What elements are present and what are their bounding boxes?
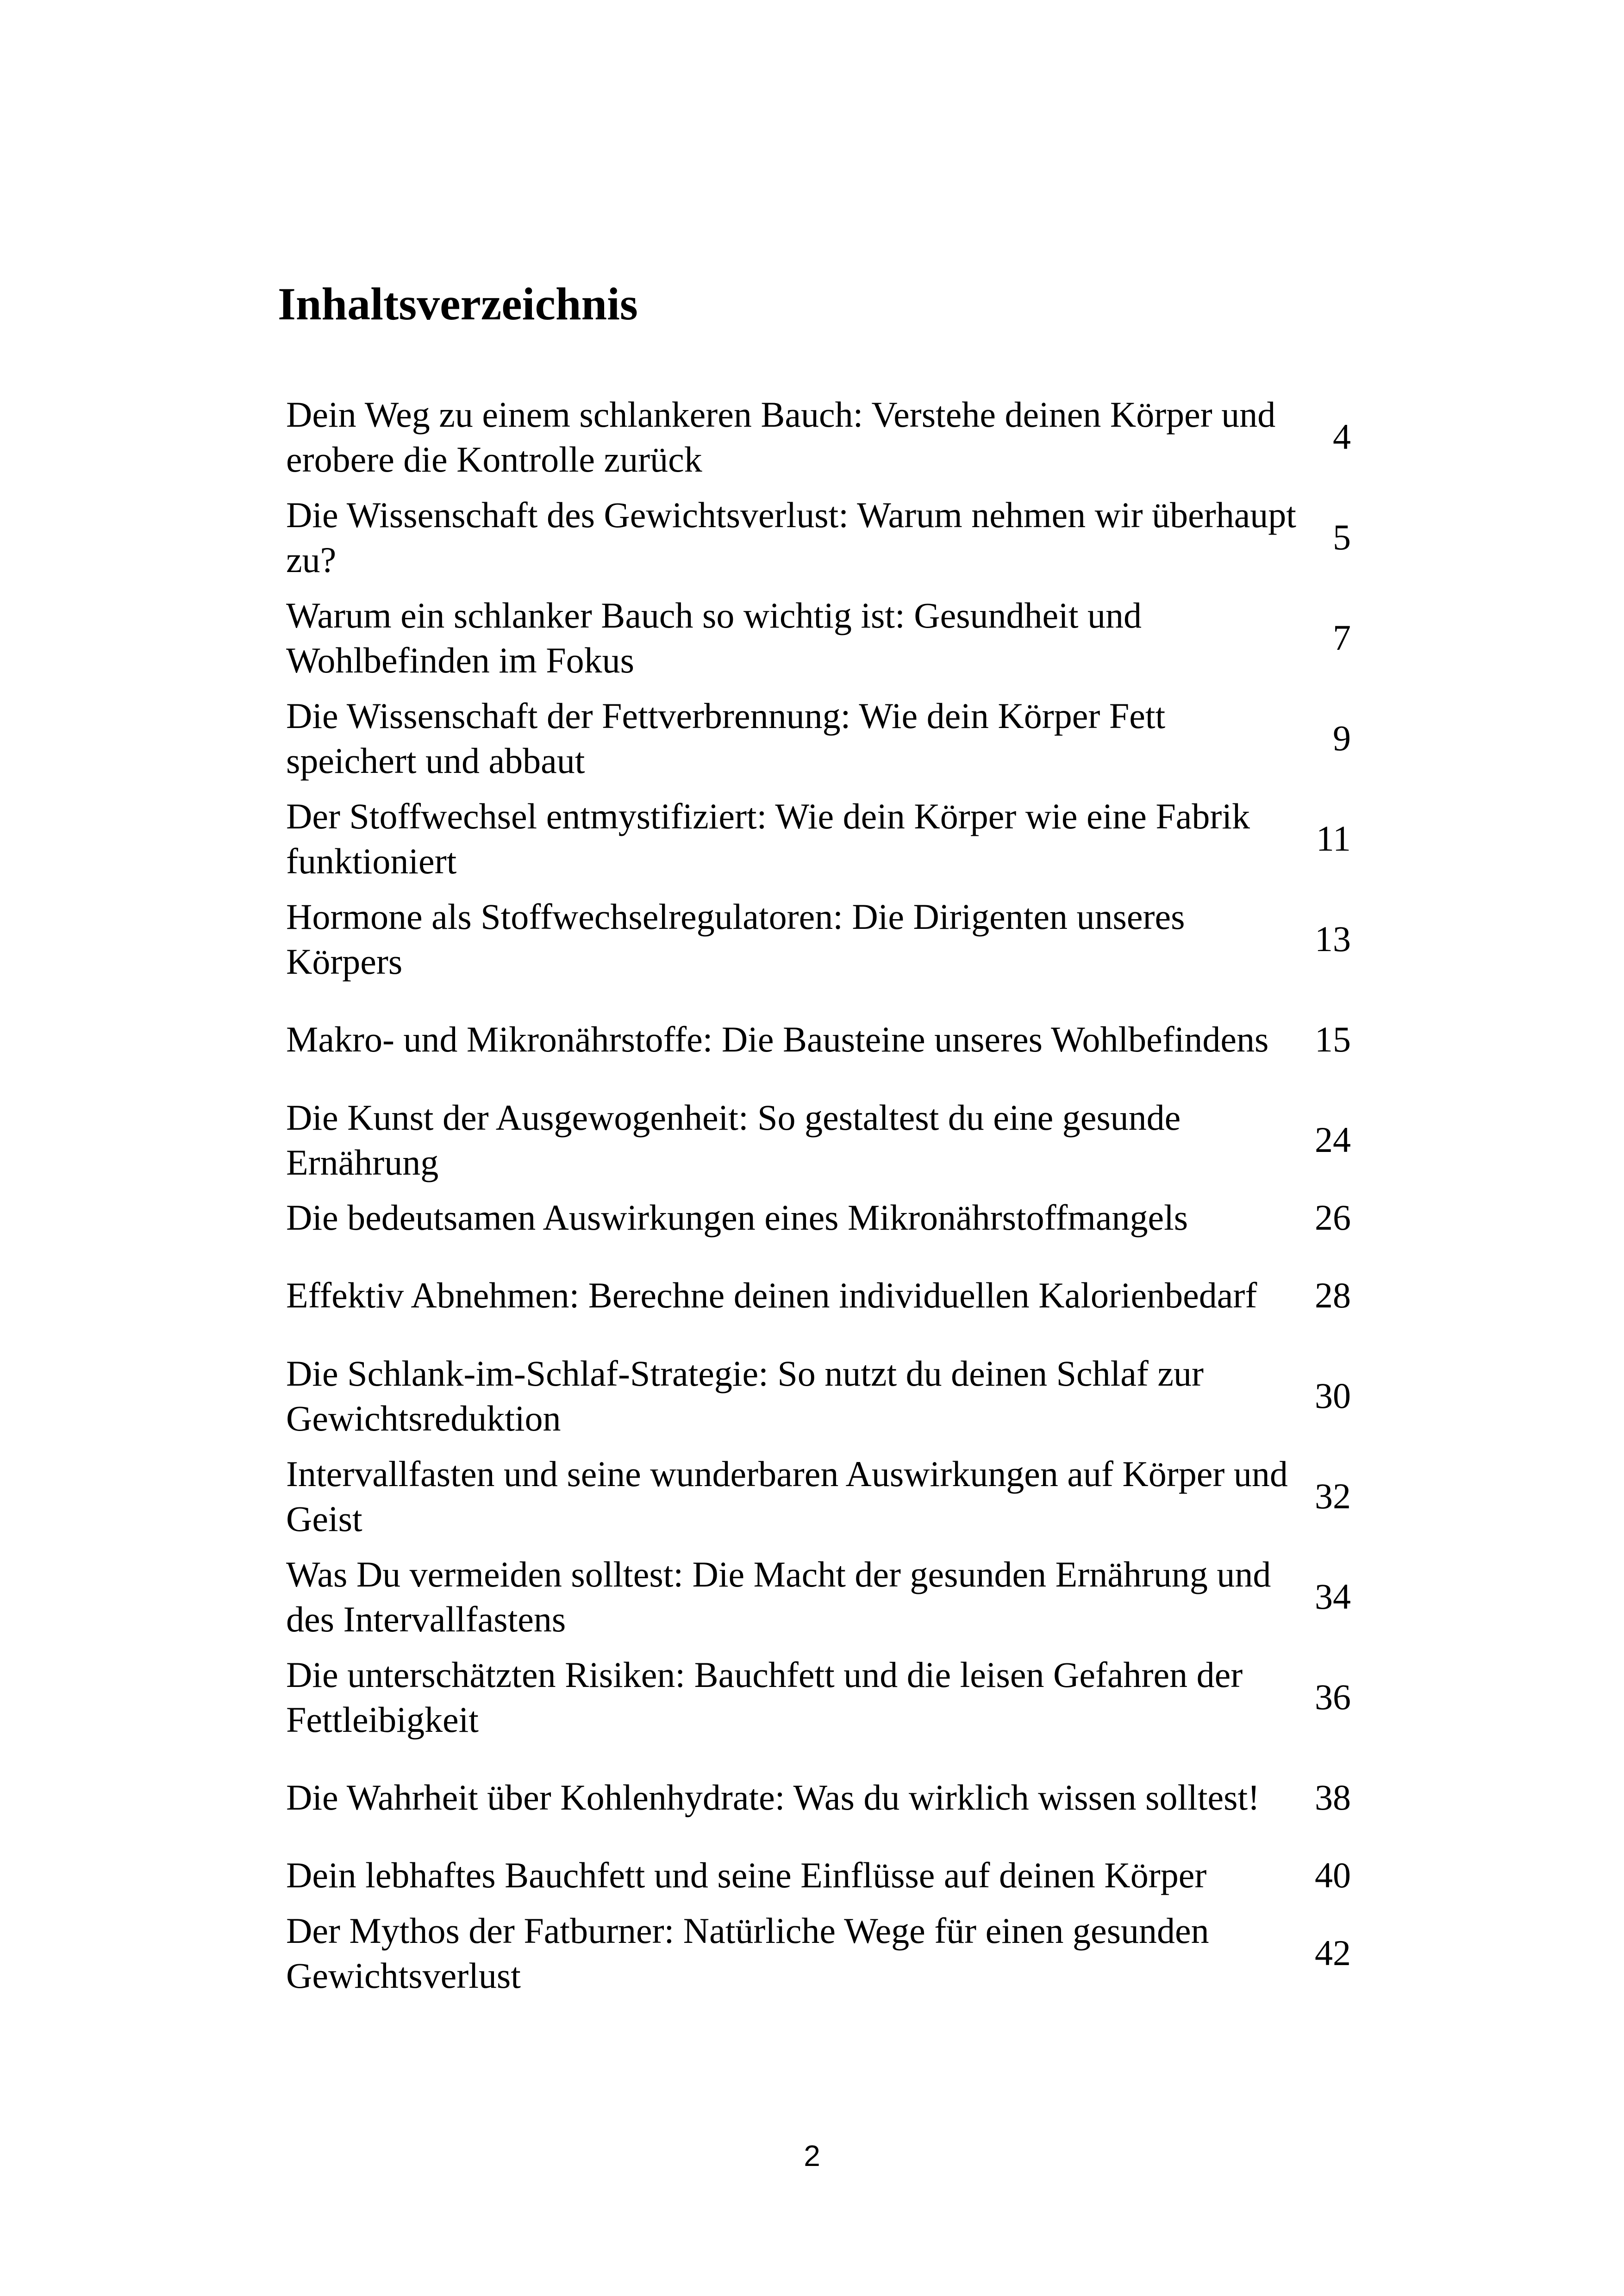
toc-entry [286, 1546, 1351, 1647]
toc-entry-page: 9 [1333, 718, 1351, 758]
toc-entry-page: 7 [1333, 617, 1351, 658]
toc-entry-page: 15 [1315, 1019, 1351, 1059]
toc-entry-page: 38 [1315, 1777, 1351, 1817]
toc-entry-title: Warum ein schlanker Bauch so wichtig ist: Gesundheit und Wohlbefinden im Fokus [286, 595, 1142, 680]
toc-entry-page: 36 [1315, 1677, 1351, 1717]
toc-entry-title: Intervallfasten und seine wunderbaren Auswirkungen auf Körper und Geist [286, 1453, 1288, 1539]
toc-entry [286, 1848, 1351, 1903]
toc-entry-page: 32 [1315, 1476, 1351, 1516]
toc-entry [286, 386, 1351, 487]
toc-entry [286, 1903, 1351, 2003]
toc-entry [286, 1747, 1351, 1848]
toc-entry [286, 1647, 1351, 1747]
toc-entry-title: Die Schlank-im-Schlaf-Strategie: So nutzt du deinen Schlaf zur Gewichtsreduktion [286, 1353, 1204, 1438]
toc-entry-page: 11 [1316, 818, 1351, 859]
toc-entry [286, 487, 1351, 587]
toc-entry-title: Die Wissenschaft des Gewichtsverlust: Warum nehmen wir überhaupt zu? [286, 494, 1296, 580]
toc-entry-title: Die Wahrheit über Kohlenhydrate: Was du wirklich wissen solltest! [286, 1777, 1260, 1817]
toc-entry-page: 5 [1333, 517, 1351, 557]
toc-entry [286, 1089, 1351, 1190]
toc-entry-title: Dein Weg zu einem schlankeren Bauch: Verstehe deinen Körper und erobere die Kontrolle zurück [286, 394, 1276, 479]
toc-entry-title: Die bedeutsamen Auswirkungen eines Mikronährstoffmangels [286, 1197, 1188, 1238]
toc-entry-page: 4 [1333, 417, 1351, 457]
toc-entry-title: Was Du vermeiden solltest: Die Macht der gesunden Ernährung und des Intervallfastens [286, 1554, 1271, 1639]
toc-entry-title: Die Kunst der Ausgewogenheit: So gestaltest du eine gesunde Ernährung [286, 1097, 1181, 1182]
page-number: 2 [804, 2139, 820, 2172]
toc-entry-title: Effektiv Abnehmen: Berechne deinen individuellen Kalorienbedarf [286, 1275, 1257, 1315]
toc-entry-page: 13 [1315, 919, 1351, 959]
toc-entry [286, 1190, 1351, 1245]
toc-entry [286, 788, 1351, 889]
toc-entry-title: Hormone als Stoffwechselregulatoren: Die Dirigenten unseres Körpers [286, 896, 1185, 982]
toc-entry-page: 24 [1315, 1120, 1351, 1160]
toc-entry [286, 889, 1351, 989]
toc-entry-title: Dein lebhaftes Bauchfett und seine Einflüsse auf deinen Körper [286, 1855, 1207, 1895]
toc-entry [286, 1446, 1351, 1546]
toc-list [286, 386, 1351, 2003]
toc-entry [286, 989, 1351, 1089]
toc-heading: Inhaltsverzeichnis [278, 278, 638, 330]
toc-entry [286, 688, 1351, 788]
toc-entry-page: 30 [1315, 1375, 1351, 1416]
toc-entry-page: 42 [1315, 1933, 1351, 1973]
toc-entry-title: Makro- und Mikronährstoffe: Die Bausteine unseres Wohlbefindens [286, 1019, 1269, 1059]
toc-entry-page: 26 [1315, 1197, 1351, 1238]
toc-entry-page: 28 [1315, 1275, 1351, 1315]
toc-entry-page: 34 [1315, 1576, 1351, 1617]
toc-entry [286, 1245, 1351, 1345]
toc-entry-title: Die Wissenschaft der Fettverbrennung: Wie dein Körper Fett speichert und abbaut [286, 695, 1166, 781]
toc-entry [286, 587, 1351, 688]
toc-entry-title: Der Mythos der Fatburner: Natürliche Wege für einen gesunden Gewichtsverlust [286, 1910, 1209, 1996]
toc-entry-title: Der Stoffwechsel entmystifiziert: Wie dein Körper wie eine Fabrik funktioniert [286, 796, 1250, 881]
toc-entry-page: 40 [1315, 1855, 1351, 1895]
toc-entry-title: Die unterschätzten Risiken: Bauchfett und die leisen Gefahren der Fettleibigkeit [286, 1654, 1243, 1740]
toc-entry [286, 1345, 1351, 1446]
